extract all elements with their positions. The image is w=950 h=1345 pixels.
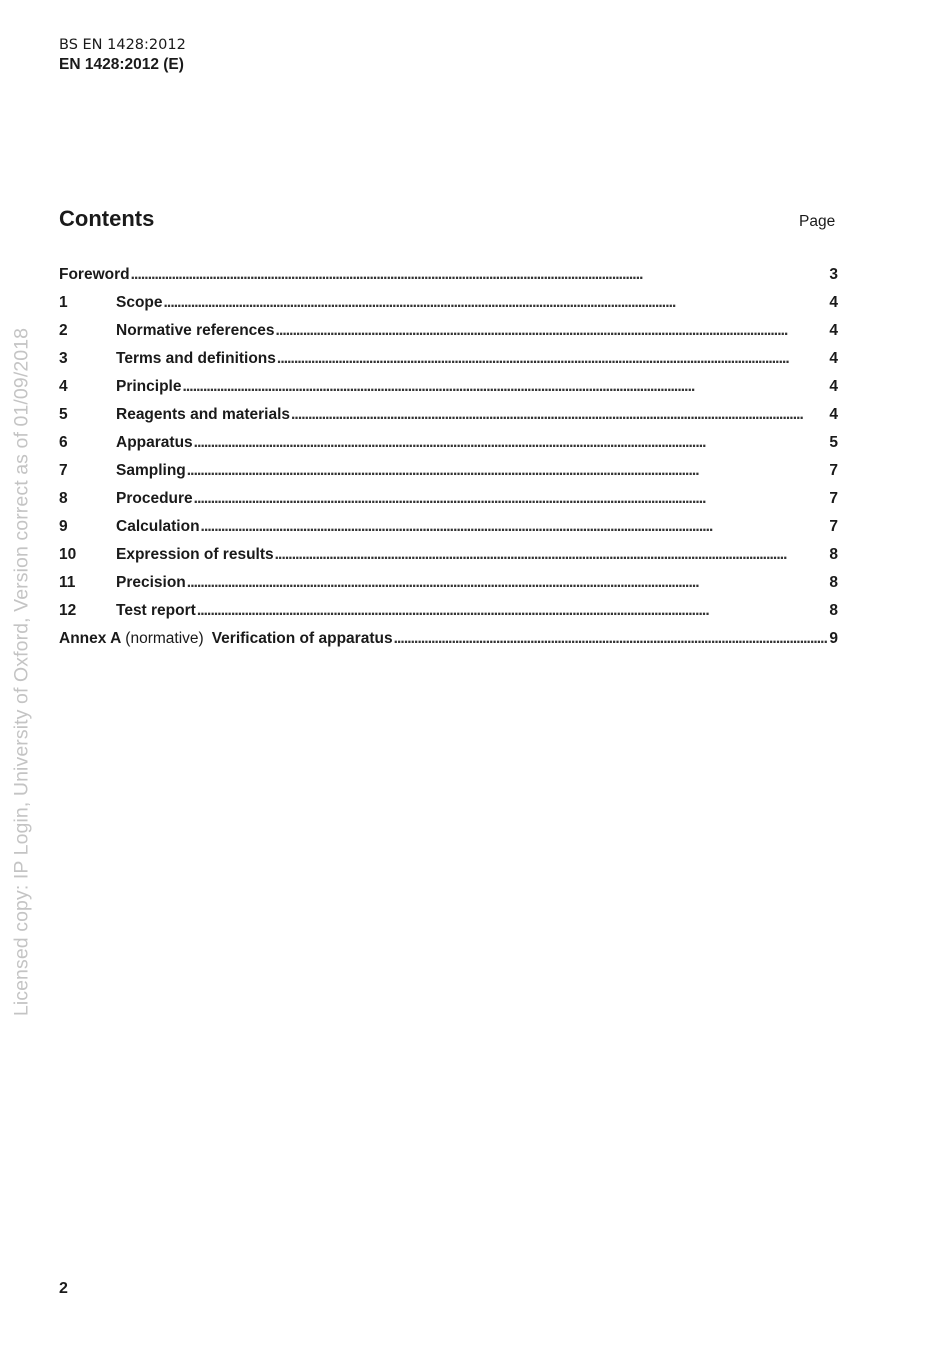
toc-entry-number: 9	[59, 518, 68, 535]
toc-entry-page: 4	[829, 294, 838, 311]
toc-entry[interactable]	[59, 462, 838, 490]
toc-entry-title: Sampling	[116, 462, 186, 479]
toc-entry-page: 5	[829, 434, 838, 451]
toc-leader-dots	[394, 630, 829, 648]
document-header	[59, 36, 186, 74]
toc-entry-page: 8	[829, 574, 838, 591]
toc-entry-page: 8	[829, 602, 838, 619]
toc-leader-dots	[197, 602, 829, 620]
toc-entry[interactable]	[59, 574, 838, 602]
toc-entry-title: Principle	[116, 378, 182, 395]
toc-entry-page: 8	[829, 546, 838, 563]
toc-entry[interactable]	[59, 602, 838, 630]
toc-entry-number: 2	[59, 322, 68, 339]
page-number: 2	[59, 1280, 68, 1297]
toc-entry-foreword[interactable]	[59, 266, 838, 294]
toc-entry-page: 9	[829, 630, 838, 647]
toc-leader-dots	[201, 518, 829, 536]
toc-entry-number: 10	[59, 546, 77, 563]
toc-entry-number: 3	[59, 350, 68, 367]
toc-entry-number: 1	[59, 294, 68, 311]
toc-entry-title: Normative references	[116, 322, 275, 339]
toc-entry-number: 5	[59, 406, 68, 423]
toc-entry[interactable]	[59, 378, 838, 406]
toc-entry-title: Foreword	[59, 266, 130, 283]
toc-leader-dots	[131, 266, 829, 284]
toc-leader-dots	[182, 378, 828, 396]
toc-entry-title: Precision	[116, 574, 186, 591]
toc-entry-annex-a[interactable]	[59, 630, 838, 658]
toc-leader-dots	[187, 462, 829, 480]
toc-entry-title: Expression of results	[116, 546, 274, 563]
toc-entry-title: Calculation	[116, 518, 200, 535]
toc-leader-dots	[291, 406, 828, 424]
toc-entry-number: 6	[59, 434, 68, 451]
toc-entry-number: 4	[59, 378, 68, 395]
toc-entry-page: 7	[829, 490, 838, 507]
toc-entry-number: 7	[59, 462, 68, 479]
toc-entry-number: 11	[59, 574, 76, 591]
toc-entry-page: 4	[829, 350, 838, 367]
toc-entry-number: 8	[59, 490, 68, 507]
toc-entry-page: 4	[829, 378, 838, 395]
toc-entry[interactable]	[59, 546, 838, 574]
toc-entry[interactable]	[59, 490, 838, 518]
annex-label: Annex A	[59, 630, 122, 647]
toc-entry[interactable]	[59, 322, 838, 350]
toc-entry[interactable]	[59, 350, 838, 378]
toc-leader-dots	[194, 434, 829, 452]
toc-entry[interactable]	[59, 518, 838, 546]
annex-title: Verification of apparatus	[211, 630, 393, 647]
toc-leader-dots	[277, 350, 828, 368]
contents-heading: Contents	[59, 206, 155, 231]
toc-leader-dots	[276, 322, 829, 340]
annex-type: (normative)	[125, 630, 204, 647]
table-of-contents	[59, 266, 838, 658]
toc-entry-number: 12	[59, 602, 77, 619]
toc-entry-page: 7	[829, 518, 838, 535]
toc-entry-title: Test report	[116, 602, 196, 619]
toc-entry-page: 4	[829, 406, 838, 423]
toc-leader-dots	[164, 294, 829, 312]
toc-leader-dots	[187, 574, 829, 592]
toc-leader-dots	[275, 546, 829, 564]
bs-standard-id: BS EN 1428:2012	[59, 37, 186, 53]
page-column-label: Page	[799, 213, 836, 230]
toc-entry-page: 4	[829, 322, 838, 339]
toc-entry-title: Procedure	[116, 490, 193, 507]
toc-entry-title: Scope	[116, 294, 163, 311]
toc-entry-title: Terms and definitions	[116, 350, 276, 367]
toc-entry-title: Reagents and materials	[116, 406, 291, 423]
toc-entry-title: Apparatus	[116, 434, 193, 451]
toc-entry-page: 7	[829, 462, 838, 479]
license-watermark: Licensed copy: IP Login, University of Oxford, Version correct as of 01/09/2018	[10, 327, 33, 1017]
toc-entry[interactable]	[59, 434, 838, 462]
toc-entry[interactable]	[59, 406, 838, 434]
toc-leader-dots	[194, 490, 829, 508]
toc-entry[interactable]	[59, 294, 838, 322]
en-standard-id: EN 1428:2012 (E)	[59, 56, 184, 73]
toc-entry-page: 3	[829, 266, 838, 283]
